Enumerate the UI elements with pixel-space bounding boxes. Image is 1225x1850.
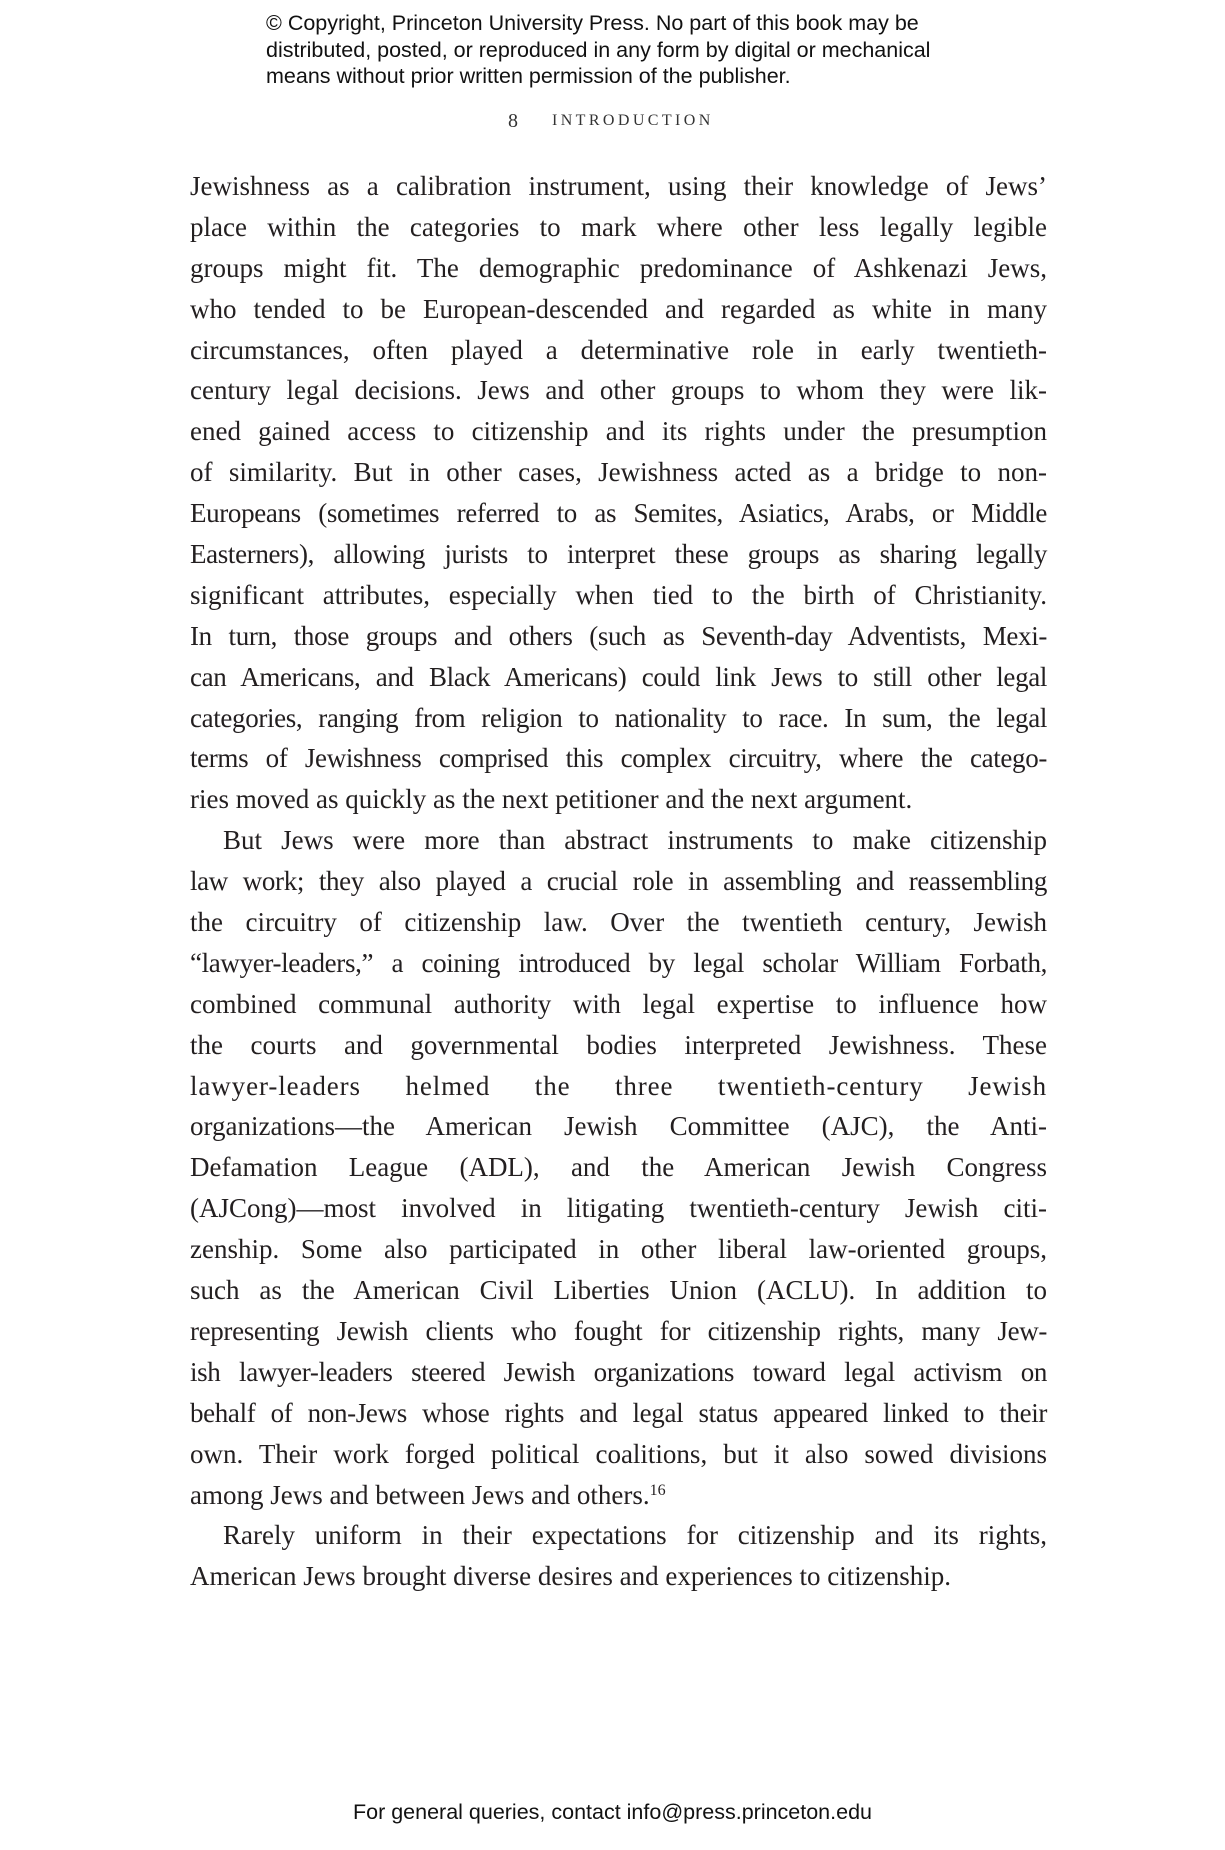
footnote-marker[interactable]: 16 [649, 1481, 666, 1499]
text-line: Jewishness as a calibration instrument, using their knowledge of Jews’ [190, 171, 1047, 201]
text-line: significant attributes, especially when tied to the birth of Christianity. [190, 579, 1047, 610]
text-line: place within the categories to mark where other less legally legible [190, 211, 1047, 242]
text-line: zenship. Some also participated in other liberal law-oriented groups, [190, 1234, 1047, 1265]
section-title: INTRODUCTION [552, 112, 714, 129]
text-line: century legal decisions. Jews and other groups to whom they were lik- [190, 375, 1047, 406]
copyright-notice [266, 10, 1026, 90]
text-line: But Jews were more than abstract instruments to make citizenship [223, 825, 1047, 856]
text-line: Rarely uniform in their expectations for citizenship and its rights, [223, 1520, 1047, 1551]
text-line: own. Their work forged political coalitions, but it also sowed divisions [190, 1438, 1047, 1469]
text-line: organizations—the American Jewish Committee (AJC), the Anti- [190, 1111, 1047, 1142]
text-line: can Americans, and Black Americans) could link Jews to still other legal [190, 661, 1047, 692]
text-line: Europeans (sometimes referred to as Semites, Asiatics, Arabs, or Middle [190, 498, 1047, 529]
text-line: the courts and governmental bodies interpreted Jewishness. These [190, 1029, 1047, 1060]
text-line: combined communal authority with legal expertise to influence how [190, 988, 1047, 1019]
text-line: ish lawyer-leaders steered Jewish organizations toward legal activism on [190, 1356, 1047, 1387]
text-line: ened gained access to citizenship and its rights under the presumption [190, 416, 1047, 447]
body-text [190, 166, 1047, 1597]
page-number: 8 [508, 110, 518, 132]
text-line: In turn, those groups and others (such as Seventh-day Adventists, Mexi- [190, 620, 1047, 651]
text-line: who tended to be European-descended and regarded as white in many [190, 293, 1047, 324]
text-line: representing Jewish clients who fought for citizenship rights, many Jew- [190, 1315, 1047, 1346]
text-line: circumstances, often played a determinative role in early twentieth- [190, 334, 1047, 365]
text-line: American Jews brought diverse desires and experiences to citizenship. [190, 1561, 951, 1592]
text-line: law work; they also played a crucial role in assembling and reassembling [190, 866, 1047, 897]
text-line: the circuitry of citizenship law. Over the twentieth century, Jewish [190, 907, 1047, 938]
text-line: such as the American Civil Liberties Union (ACLU). In addition to [190, 1275, 1047, 1306]
text-line: Easterners), allowing jurists to interpret these groups as sharing legally [190, 539, 1047, 570]
text-line: (AJCong)—most involved in litigating twentieth-century Jewish citi- [190, 1193, 1047, 1224]
text-line: Defamation League (ADL), and the American Jewish Congress [190, 1152, 1047, 1183]
text-line: groups might fit. The demographic predominance of Ashkenazi Jews, [190, 252, 1047, 283]
footer-contact: For general queries, contact info@press.princeton.edu [352, 1800, 872, 1824]
text-line: behalf of non-Jews whose rights and legal status appeared linked to their [190, 1397, 1047, 1428]
copyright-line: © Copyright, Princeton University Press. No part of this book may be [266, 11, 919, 35]
text-line: of similarity. But in other cases, Jewishness acted as a bridge to non- [190, 457, 1047, 488]
text-line: “lawyer-leaders,” a coining introduced by legal scholar William Forbath, [190, 947, 1047, 978]
text-line-with-footnote [190, 1475, 1047, 1516]
text-line: categories, ranging from religion to nationality to race. In sum, the legal [190, 702, 1047, 733]
copyright-line: distributed, posted, or reproduced in any form by digital or mechanical [266, 37, 931, 62]
text-line: lawyer-leaders helmed the three twentieth-century Jewish [190, 1070, 1047, 1101]
text-line: among Jews and between Jews and others. [190, 1479, 650, 1510]
text-line: terms of Jewishness comprised this complex circuitry, where the catego- [190, 743, 1047, 774]
text-line: ries moved as quickly as the next petitioner and the next argument. [190, 784, 913, 815]
copyright-line: means without prior written permission of the publisher. [266, 64, 791, 88]
